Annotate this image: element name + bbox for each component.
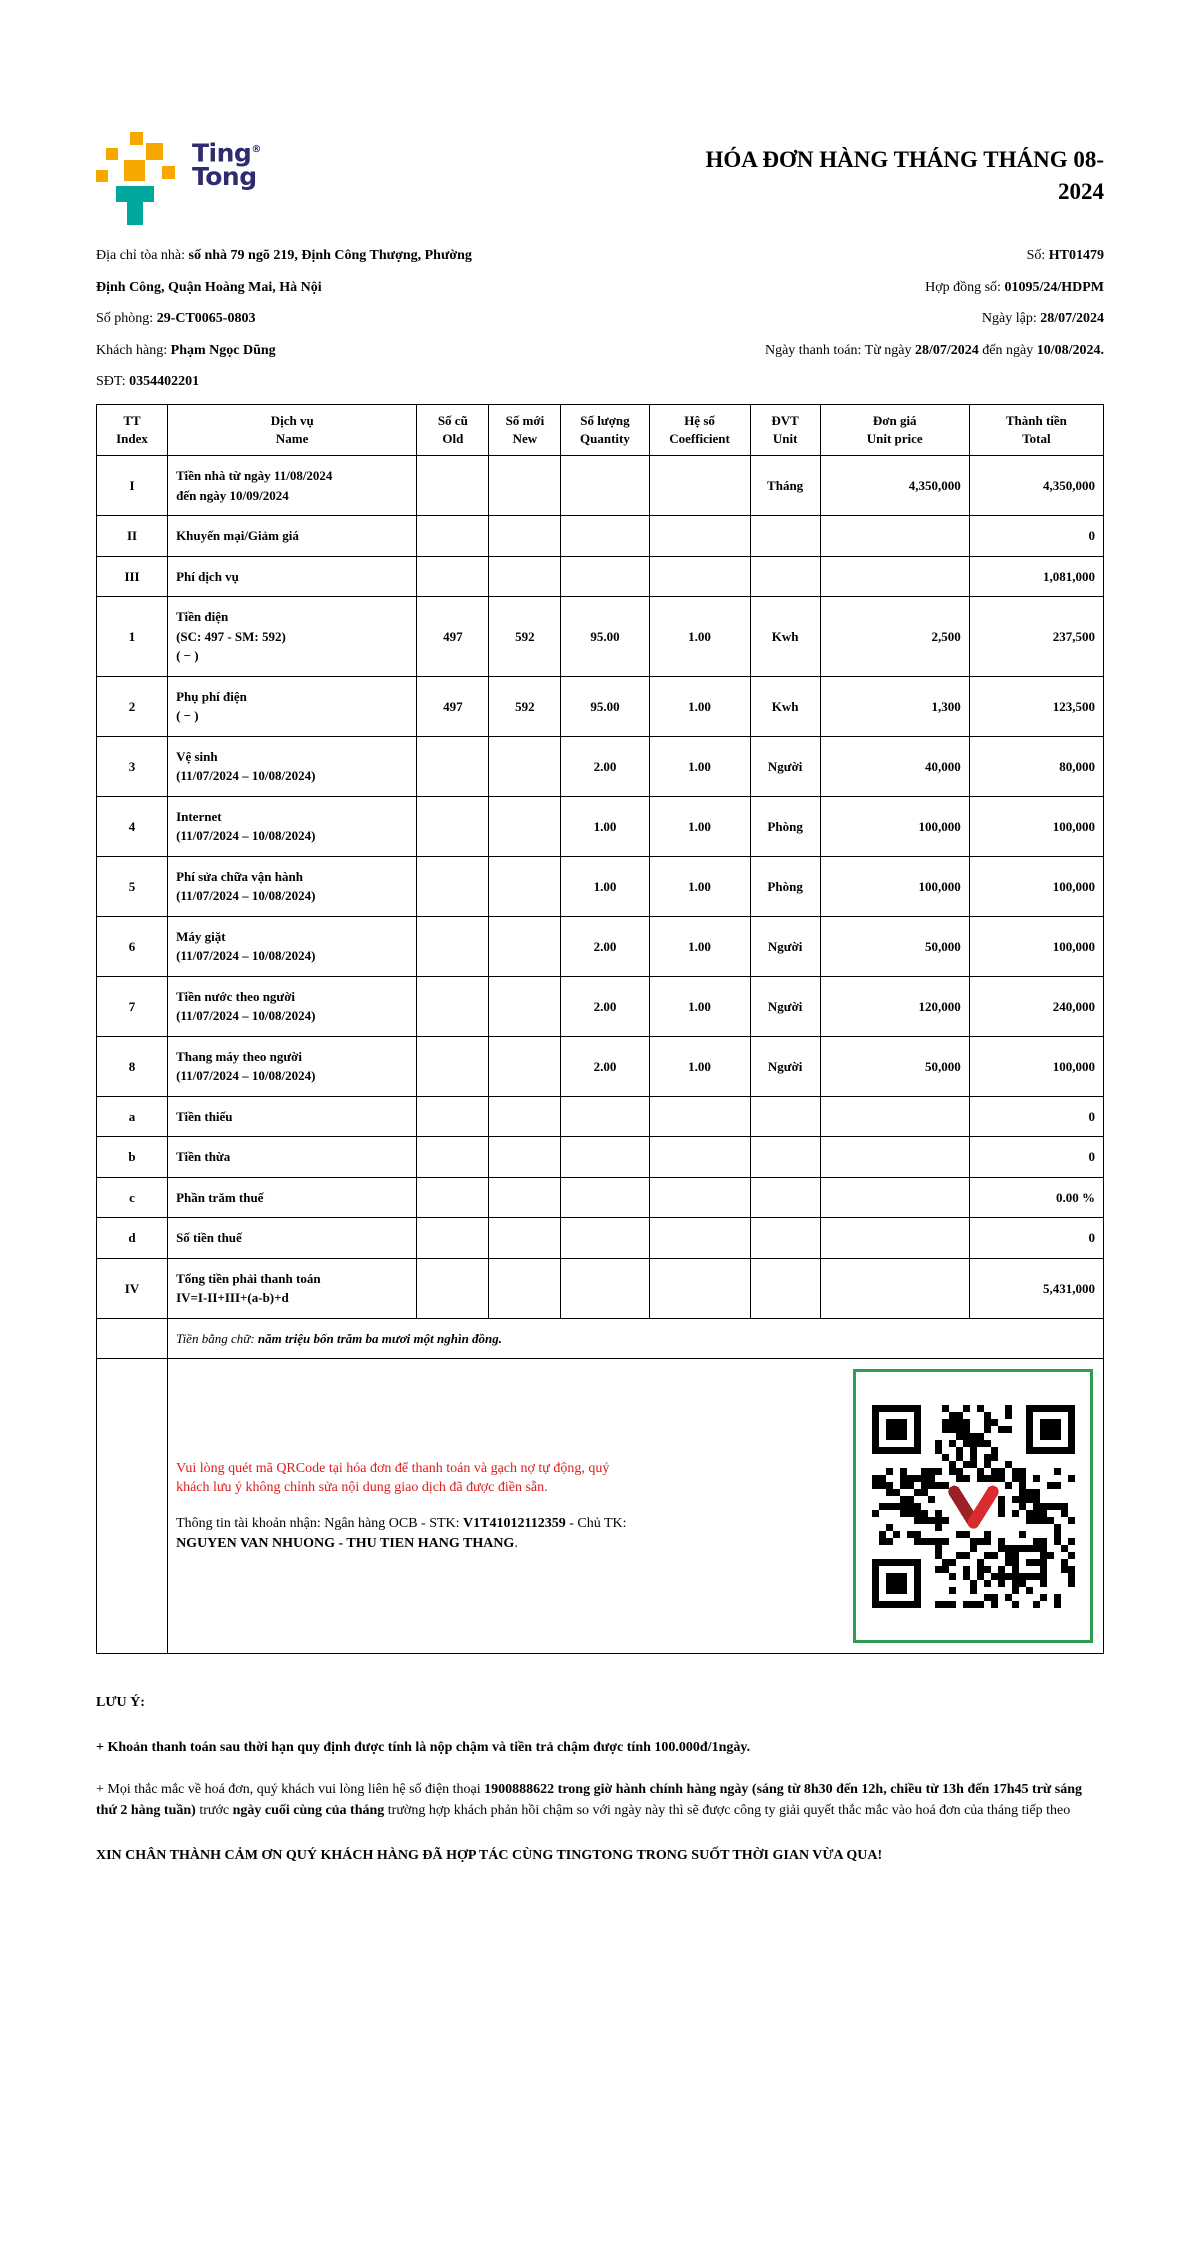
cell-coefficient: 1.00 [649,736,750,796]
cell-quantity [561,1096,649,1137]
payment-text [176,1459,628,1555]
table-row [97,556,1104,597]
cell-index: 8 [97,1036,168,1096]
cell-coefficient: 1.00 [649,597,750,677]
service-name-line: Khuyến mại/Giảm giá [176,528,299,544]
table-header-cell [820,404,969,455]
cell-new [489,456,561,516]
cell-unit-price: 50,000 [820,1036,969,1096]
cell-index: 7 [97,976,168,1036]
cell-index: IV [97,1258,168,1318]
cell-unit [750,1177,820,1218]
cell-new [489,856,561,916]
cell-unit: Phòng [750,796,820,856]
cell-unit-price [820,1096,969,1137]
service-name-line: Phí dịch vụ [176,568,239,584]
cell-total: 100,000 [969,916,1103,976]
cell-unit-price: 120,000 [820,976,969,1036]
service-name-line: Phụ phí điện [176,688,247,704]
service-name-line: ( − ) [176,708,199,724]
cell-old [417,516,489,557]
cell-coefficient: 1.00 [649,676,750,736]
header-label-vi: Hệ số [684,412,715,428]
cell-coefficient: 1.00 [649,1036,750,1096]
cell-quantity [561,1258,649,1318]
info-right-text: Ngày lập: 28/07/2024 [981,311,1104,327]
table-header-cell [969,404,1103,455]
info-left-text: Địa chỉ tòa nhà: số nhà 79 ngõ 219, Định Công Thượng, Phường [96,248,472,263]
table-row [97,736,1104,796]
cell-unit: Người [750,916,820,976]
cell-old [417,1258,489,1318]
cell-unit [750,1218,820,1259]
brand-wordmark [192,138,261,192]
cell-quantity [561,1137,649,1178]
cell-quantity: 1.00 [561,856,649,916]
cell-index-empty [97,1359,168,1654]
cell-index: 6 [97,916,168,976]
cell-coefficient: 1.00 [649,916,750,976]
cell-old [417,1036,489,1096]
table-header-cell [417,404,489,455]
cell-old [417,796,489,856]
info-right-text: Hợp đồng số: 01095/24/HDPM [925,279,1104,295]
cell-old [417,856,489,916]
note-item: + Mọi thắc mắc về hoá đơn, quý khách vui lòng liên hệ số điện thoại 1900888622 trong giờ hành chính hàng ngày (sáng từ 8h30 đến 12h, chiều từ 13h đến 17h45 trừ sáng thứ 2 hàng tuần) trước ngày cuối cùng của tháng trường hợp khách phản hồi chậm so với ngày này thì sẽ được công ty giải quyết thắc mắc vào hoá đơn của tháng tiếp theo [96,1782,1083,1819]
cell-quantity: 2.00 [561,916,649,976]
header-label-en: Unit price [866,431,923,447]
cell-unit [750,1137,820,1178]
table-row [97,1137,1104,1178]
service-name-line: Số tiền thuế [176,1230,242,1246]
tingtong-logo-icon [96,132,184,226]
cell-service-name [168,1096,417,1137]
cell-new [489,1258,561,1318]
cell-unit-price: 100,000 [820,856,969,916]
cell-index: II [97,516,168,557]
cell-service-name [168,1137,417,1178]
cell-service-name [168,976,417,1036]
cell-total: 0 [969,1218,1103,1259]
cell-new: 592 [489,597,561,677]
cell-coefficient: 1.00 [649,856,750,916]
table-row [97,856,1104,916]
cell-unit: Kwh [750,676,820,736]
cell-old [417,736,489,796]
cell-service-name [168,796,417,856]
table-row [97,1218,1104,1259]
cell-old [417,456,489,516]
cell-index: a [97,1096,168,1137]
notes-heading: LƯU Ý: [96,1695,145,1711]
cell-total: 240,000 [969,976,1103,1036]
cell-unit: Người [750,1036,820,1096]
cell-unit-price: 4,350,000 [820,456,969,516]
amount-in-words-cell [168,1318,1104,1359]
cell-index: III [97,556,168,597]
invoice-info [96,246,1104,392]
header-label-en: Old [442,431,464,447]
cell-unit-price: 50,000 [820,916,969,976]
header-label-vi: Số mới [505,412,545,428]
cell-coefficient [649,1258,750,1318]
invoice-title-line2: 2024 [1058,178,1104,204]
cell-unit-price [820,1137,969,1178]
cell-new [489,1177,561,1218]
cell-coefficient [649,1177,750,1218]
service-name-line: (11/07/2024 – 10/08/2024) [176,1008,316,1024]
cell-new [489,916,561,976]
cell-unit: Người [750,736,820,796]
cell-coefficient [649,1218,750,1259]
table-row [97,1177,1104,1218]
cell-service-name [168,1218,417,1259]
cell-quantity [561,456,649,516]
service-name-line: Internet [176,808,222,824]
header-label-en: Unit [772,431,798,447]
cell-new [489,1036,561,1096]
thanks-note: XIN CHÂN THÀNH CẢM ƠN QUÝ KHÁCH HÀNG ĐÃ HỢP TÁC CÙNG TINGTONG TRONG SUỐT THỜI GIAN VỪA QUA! [96,1848,883,1864]
cell-old [417,1218,489,1259]
cell-unit [750,1258,820,1318]
cell-unit-price: 100,000 [820,796,969,856]
cell-service-name [168,676,417,736]
table-header-cell [97,404,168,455]
header-label-vi: Dịch vụ [270,412,314,428]
cell-new: 592 [489,676,561,736]
cell-unit: Tháng [750,456,820,516]
cell-service-name [168,1036,417,1096]
table-row [97,516,1104,557]
service-name-line: đến ngày 10/09/2024 [176,487,289,503]
service-name-line: Máy giặt [176,928,226,944]
cell-unit-price [820,1258,969,1318]
header-label-en: Total [1022,431,1051,447]
payment-note-red: Vui lòng quét mã QRCode tại hóa đơn để thanh toán và gạch nợ tự động, quý khách lưu ý không chỉnh sửa nội dung giao dịch đã được điền sẵn. [176,1460,610,1496]
cell-coefficient [649,456,750,516]
cell-total: 5,431,000 [969,1258,1103,1318]
info-left-text: Khách hàng: Phạm Ngọc Dũng [96,342,276,358]
cell-service-name [168,736,417,796]
tingtong-logo [96,132,261,226]
table-header-cell [561,404,649,455]
header-label-vi: Số lượng [580,412,630,428]
cell-new [489,556,561,597]
table-header-cell [750,404,820,455]
cell-new [489,796,561,856]
cell-old: 497 [417,676,489,736]
table-row [97,916,1104,976]
cell-new [489,976,561,1036]
cell-index: c [97,1177,168,1218]
payment-content [176,1369,1095,1643]
note-item: + Khoản thanh toán sau thời hạn quy định được tính là nộp chậm và tiền trả chậm được tính 100.000đ/1ngày. [96,1740,751,1756]
cell-new [489,516,561,557]
cell-service-name [168,597,417,677]
table-row [97,796,1104,856]
cell-unit-price [820,1218,969,1259]
info-right-text: Số: HT01479 [1026,248,1104,263]
service-name-line: (SC: 497 - SM: 592) [176,628,286,644]
table-header-cell [649,404,750,455]
cell-total: 237,500 [969,597,1103,677]
header-label-en: New [512,431,538,447]
cell-index: 5 [97,856,168,916]
info-left-text: Số phòng: 29-CT0065-0803 [96,311,256,327]
cell-total: 0 [969,1137,1103,1178]
service-name-line: Phí sửa chữa vận hành [176,868,303,884]
header-label-vi: Số cũ [437,412,468,428]
cell-old [417,1177,489,1218]
cell-index: 1 [97,597,168,677]
cell-new [489,736,561,796]
cell-service-name [168,556,417,597]
cell-old [417,976,489,1036]
cell-quantity: 1.00 [561,796,649,856]
service-name-line: Tiền thừa [176,1149,231,1165]
amount-in-words-value: năm triệu bốn trăm ba mươi một nghìn đồng. [257,1330,503,1346]
table-row [97,676,1104,736]
service-name-line: ( − ) [176,648,199,664]
cell-index: 3 [97,736,168,796]
invoice-table [96,404,1104,1654]
cell-index: 4 [97,796,168,856]
payment-row [97,1359,1104,1654]
cell-unit-price: 1,300 [820,676,969,736]
amount-in-words-row [97,1318,1104,1359]
cell-unit-price [820,556,969,597]
table-row [97,976,1104,1036]
cell-service-name [168,856,417,916]
header-label-vi: TT [123,412,141,428]
cell-total: 123,500 [969,676,1103,736]
header-label-en: Coefficient [669,431,730,447]
cell-coefficient: 1.00 [649,796,750,856]
service-name-line: Tiền nhà từ ngày 11/08/2024 [176,468,333,484]
service-name-line: (11/07/2024 – 10/08/2024) [176,768,316,784]
cell-quantity [561,516,649,557]
cell-service-name [168,1258,417,1318]
service-name-line: (11/07/2024 – 10/08/2024) [176,888,316,904]
cell-new [489,1096,561,1137]
cell-coefficient [649,516,750,557]
payment-account-info: Thông tin tài khoản nhận: Ngân hàng OCB - STK: V1T41012112359 - Chủ TK: NGUYEN VAN NHUONG - THU TIEN HANG THANG. [176,1516,627,1552]
cell-new [489,1137,561,1178]
service-name-line: IV=I-II+III+(a-b)+d [176,1290,289,1306]
cell-index: d [97,1218,168,1259]
cell-unit-price: 2,500 [820,597,969,677]
notes-list [96,1737,1104,1821]
cell-new [489,1218,561,1259]
cell-quantity [561,556,649,597]
cell-old [417,1096,489,1137]
service-name-line: (11/07/2024 – 10/08/2024) [176,828,316,844]
cell-quantity [561,1218,649,1259]
cell-total: 0 [969,1096,1103,1137]
table-header-cell [489,404,561,455]
info-row [96,372,1104,392]
cell-unit [750,556,820,597]
cell-coefficient [649,556,750,597]
cell-unit [750,516,820,557]
registered-mark: ® [251,144,261,155]
service-name-line: Thang máy theo người [176,1048,302,1064]
cell-service-name [168,916,417,976]
info-row [96,246,1104,266]
cell-total: 80,000 [969,736,1103,796]
cell-total: 0.00 % [969,1177,1103,1218]
invoice-title [634,144,1104,207]
service-name-line: Tiền điện [176,609,229,625]
cell-total: 100,000 [969,1036,1103,1096]
cell-old [417,1137,489,1178]
cell-old [417,916,489,976]
amount-in-words-label: Tiền bằng chữ: [176,1330,258,1346]
header-label-vi: ĐVT [771,412,799,428]
cell-quantity: 95.00 [561,597,649,677]
service-name-line: (11/07/2024 – 10/08/2024) [176,1068,316,1084]
cell-index-empty [97,1318,168,1359]
header-label-vi: Thành tiền [1005,412,1067,428]
invoice-title-line1: HÓA ĐƠN HÀNG THÁNG THÁNG 08- [705,147,1104,172]
qr-code-image [872,1405,1075,1608]
header-label-vi: Đơn giá [872,412,917,428]
cell-total: 1,081,000 [969,556,1103,597]
table-row [97,456,1104,516]
cell-unit-price [820,516,969,557]
table-header-row [97,404,1104,455]
info-row [96,309,1104,329]
service-name-line: Tiền thiếu [176,1108,233,1124]
brand-word-line2: Tong [192,162,257,192]
table-row [97,1258,1104,1318]
cell-index: 2 [97,676,168,736]
cell-unit: Phòng [750,856,820,916]
cell-quantity: 2.00 [561,1036,649,1096]
cell-quantity: 95.00 [561,676,649,736]
info-right-text: Ngày thanh toán: Từ ngày 28/07/2024 đến ngày 10/08/2024. [764,342,1104,358]
cell-total: 4,350,000 [969,456,1103,516]
cell-coefficient: 1.00 [649,976,750,1036]
table-header-cell [168,404,417,455]
cell-service-name [168,516,417,557]
header-label-en: Name [275,431,309,447]
table-row [97,597,1104,677]
notes-section [96,1692,1104,1866]
cell-coefficient [649,1096,750,1137]
info-row [96,278,1104,298]
cell-quantity: 2.00 [561,976,649,1036]
cell-unit-price [820,1177,969,1218]
header-label-en: Index [116,431,148,447]
cell-index: b [97,1137,168,1178]
cell-total: 0 [969,516,1103,557]
service-name-line: Tổng tiền phải thanh toán [176,1270,321,1286]
table-row [97,1096,1104,1137]
cell-old [417,556,489,597]
service-name-line: Tiền nước theo người [176,988,296,1004]
page-header [96,0,1104,226]
service-name-line: (11/07/2024 – 10/08/2024) [176,948,316,964]
header-label-en: Quantity [580,431,630,447]
qr-code [853,1369,1093,1643]
cell-unit [750,1096,820,1137]
cell-unit-price: 40,000 [820,736,969,796]
info-left-text: SĐT: 0354402201 [96,374,200,390]
brand-word-line1: Ting [192,138,252,168]
info-left-text: Định Công, Quận Hoàng Mai, Hà Nội [96,279,322,295]
cell-service-name [168,456,417,516]
cell-unit: Kwh [750,597,820,677]
cell-coefficient [649,1137,750,1178]
payment-cell [168,1359,1104,1654]
service-name-line: Vệ sinh [176,748,218,764]
cell-quantity [561,1177,649,1218]
cell-service-name [168,1177,417,1218]
info-row [96,341,1104,361]
cell-total: 100,000 [969,856,1103,916]
service-name-line: Phần trăm thuế [176,1189,264,1205]
cell-total: 100,000 [969,796,1103,856]
cell-index: I [97,456,168,516]
cell-unit: Người [750,976,820,1036]
cell-quantity: 2.00 [561,736,649,796]
qr-logo-v-icon [949,1482,998,1531]
cell-old: 497 [417,597,489,677]
table-row [97,1036,1104,1096]
